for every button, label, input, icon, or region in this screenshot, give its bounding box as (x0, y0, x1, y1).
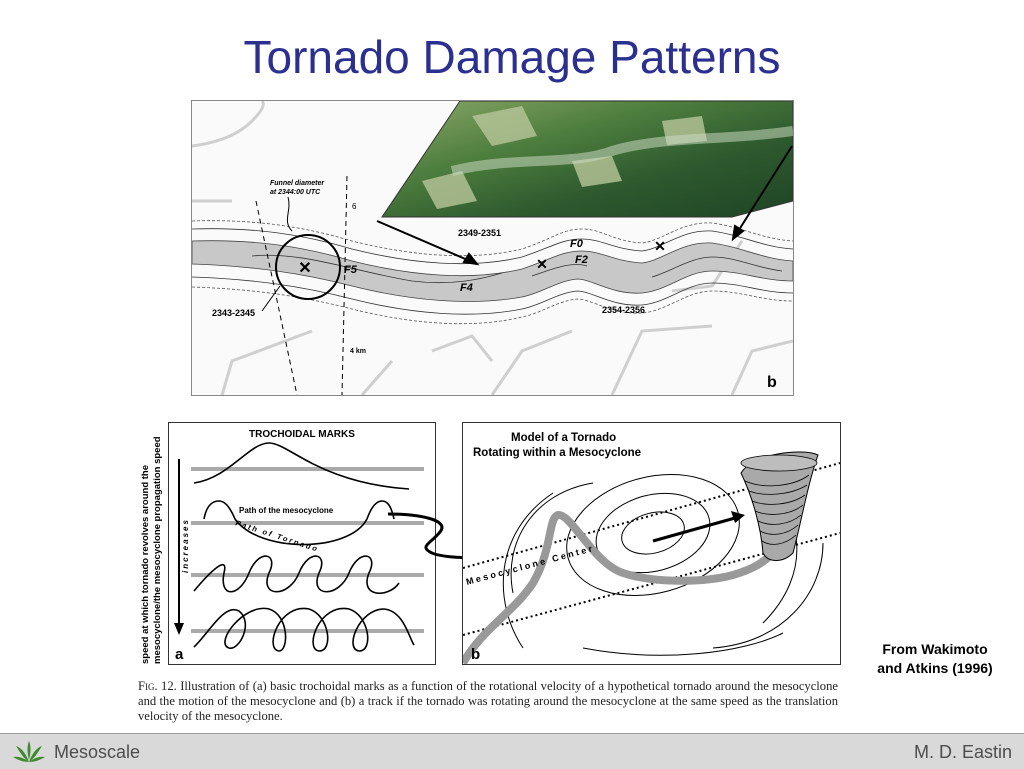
panel-letter-a: a (175, 646, 184, 663)
time-label-2343: 2343-2345 (212, 308, 256, 318)
right-center-mark: ✕ (654, 238, 666, 254)
trochoid-curve-1 (194, 443, 409, 489)
side-label-line1: speed at which tornado revolves around the (140, 464, 151, 664)
path-mesocyclone-label: Path of the mesocyclone (239, 506, 334, 515)
f-scale-f4: F4 (460, 282, 473, 294)
increases-label: increases (181, 518, 190, 573)
caption-fig-number: Fig. 12. (138, 679, 177, 693)
panel-letter-b: b (471, 646, 481, 663)
footer-author: M. D. Eastin (913, 742, 1012, 762)
damage-path-figure (191, 100, 794, 396)
credit-line1: From Wakimoto (882, 641, 988, 657)
damage-path-map (192, 101, 793, 395)
time-leader-2343 (262, 286, 280, 311)
path-tornado-label: Path of Tornado (234, 518, 321, 554)
funnel-leader (287, 197, 292, 231)
panel-letter-top-b: b (767, 374, 777, 391)
tornado-model-panel (462, 422, 841, 665)
increase-arrowhead (174, 623, 184, 635)
motion-arrow (653, 518, 735, 541)
slide-title: Tornado Damage Patterns (243, 31, 781, 83)
tick-label-4km: 4 km (350, 348, 366, 355)
time-label-2354: 2354-2356 (602, 305, 646, 315)
source-credit (855, 640, 1015, 678)
f-scale-f2: F2 (575, 254, 588, 266)
leaf-logo-icon (12, 740, 46, 764)
footer-course-label: Mesoscale (54, 742, 141, 762)
credit-line2: and Atkins (1996) (877, 660, 993, 676)
funnel-center-mark: ✕ (298, 260, 312, 277)
trochoidal-heading: TROCHOIDAL MARKS (249, 429, 355, 440)
tornado-funnel (741, 452, 818, 560)
funnel-label-line2: at 2344:00 UTC (270, 189, 321, 196)
model-heading-line1: Model of a Tornado (511, 432, 617, 444)
funnel-label-line1: Funnel diameter (270, 180, 325, 187)
model-heading-line2: Rotating within a Mesocyclone (473, 447, 642, 459)
side-axis-label (137, 420, 163, 665)
mid-center-mark: ✕ (536, 256, 548, 272)
f-scale-f5: F5 (344, 264, 357, 276)
mesocyclone-center-label: Mesocyclone Center (464, 542, 596, 587)
footer-bar (0, 733, 1024, 769)
figure-caption (138, 679, 838, 724)
f-scale-f0: F0 (570, 238, 583, 250)
tornado-track (463, 515, 773, 663)
side-label-line2: mesocyclone/the mesocyclone propagation speed (152, 436, 163, 664)
caption-text: Illustration of (a) basic trochoidal marks as a function of the rotational velocity of a hypothetical tornado around the mesocyclone and the motion of the mesocyclone and (b) a track if the tornado was rotating around the mesocyclone at the same speed as the translation velocity of the mesocyclone. (138, 679, 838, 723)
tick-label-6: 6 (352, 202, 357, 211)
time-label-2349: 2349-2351 (458, 228, 502, 238)
